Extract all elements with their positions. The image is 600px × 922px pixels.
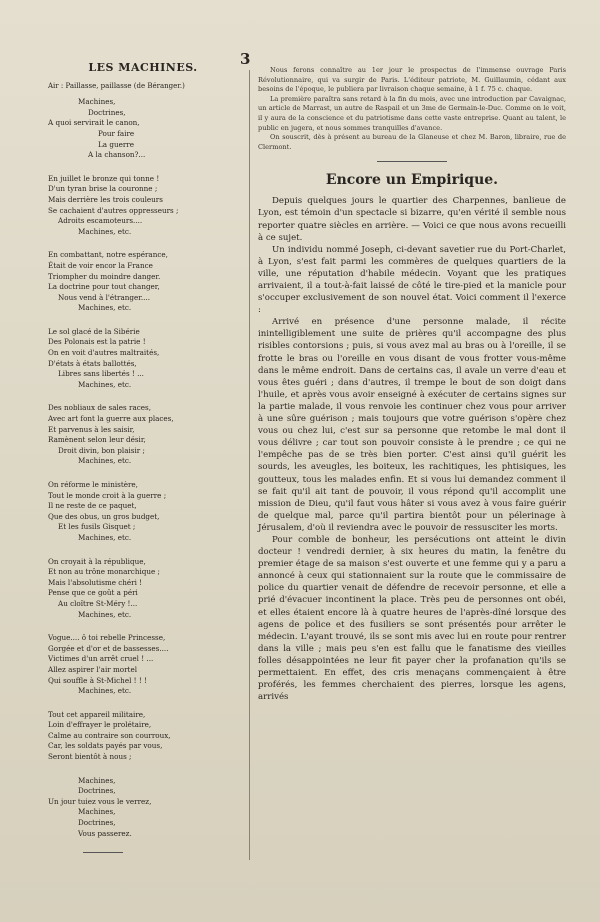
- article-paragraph: Depuis quelques jours le quartier des Charpennes, banlieue de Lyon, est témoin d'un spectacle si bizarre, qu'en vérité il semble nous reporter quatre siècles en arrière. — Voici ce que nous avons recueilli à ce sujet.: [258, 196, 566, 243]
- poem-line: Doctrines,: [78, 818, 116, 828]
- article-paragraph: Un individu nommé Joseph, ci-devant savetier rue du Port-Charlet, à Lyon, s'est fait parmi les commères de quelques quartiers de la ville, une réputation d'habile médecin. Voyant que les pratiques arrivaient, il a tout-à-fait laissé de côté le tire-pied et la manicle pour s'occuper exclusivement de son nouvel état. Voici comment il l'exerce :: [258, 244, 566, 316]
- poem-stanza: [48, 557, 238, 621]
- article-title: Encore un Empirique.: [325, 172, 499, 189]
- poem-stanza: [48, 327, 238, 391]
- article-paragraph: Arrivé en présence d'une personne malade, il récite inintelligiblement une suite de prières qu'il accompagne des plus risibles contorsions ; puis, si vous avez mal au bras ou à l'oreille, il se frotte le bras ou l'oreille en vous disant de vous frotter vous-même dans le même endroit. Dans de certains cas, il avale un verre d'eau et vous êtes guéri ; dans d'autres, il trempe le bout de son doigt dans l'huile, et après vous avoir enseigné à exécuter de certains signes sur la partie malade, il vous renvoie les continuer chez vous pour arriver à une sûre guérison ; mais toujours que votre guérison s'opère chez vous ou chez lui, c'est sur sa personne que retombe le mal dont il vous délivre ; car tout son pouvoir consiste à le prendre ; ce qui ne l'empêche pas de se très bien porter. C'est ainsi qu'il guérit les sourds, les aveugles, les boiteux, les rachitiques, les phtisiques, les goutteux, tous les malades enfin. Et si vous lui demandez comment il se fait qu'il ait tant de pouvoir, il vous répond qu'il accomplit une mission de Dieu, qu'il faut vous hâter si vous avez à vous faire guérir de quelque mal, parce qu'il partira bientôt pour un pélerinage à Jérusalem, d'où il reviendra avec le pouvoir de ressusciter les morts.: [258, 317, 566, 533]
- poem-line: Vogue.... ô toi rebelle Princesse,: [48, 633, 166, 643]
- prose-column: [258, 66, 566, 703]
- article-body: [258, 195, 566, 703]
- section-rule: [377, 161, 447, 162]
- poem-line: Victimes d'un arrêt cruel ! ...: [48, 654, 154, 664]
- poem-line: Machines, etc.: [78, 379, 132, 389]
- announcement-paragraph: On souscrit, dès à présent au bureau de la Glaneuse et chez M. Baron, libraire, rue de Clermont.: [258, 133, 566, 151]
- poem-line: Nous vend à l'étranger....: [58, 292, 151, 302]
- poem-title: LES MACHINES.: [88, 61, 198, 74]
- poem-column: [48, 60, 238, 853]
- poem-line: Mais derrière les trois couleurs: [48, 194, 163, 204]
- poem-line: Un jour tuiez vous le verrez,: [48, 796, 152, 806]
- poem-line: Que des obus, un gros budget,: [48, 511, 160, 521]
- poem-line: En combattant, notre espérance,: [48, 250, 168, 260]
- poem-line: D'états à états ballottés,: [48, 358, 137, 368]
- poem-end-rule: [83, 852, 123, 853]
- poem-line: A quoi servirait le canon,: [48, 118, 140, 128]
- poem-line: Machines,: [78, 97, 116, 107]
- poem-line: Était de voir encor la France: [48, 260, 153, 270]
- poem-line: Machines, etc.: [78, 609, 132, 619]
- poem-line: Des nobliaux de sales races,: [48, 403, 152, 413]
- column-divider: [249, 70, 250, 860]
- article-paragraph: Pour comble de bonheur, les persécutions ont atteint le divin docteur ! vendredi dernier, à six heures du matin, la fenêtre du premier étage de sa maison s'est ouverte et une femme qui y a paru a annoncé à ceux qui stationnaient sur la route que le commissaire de police du quartier venait de défendre de recevoir personne, et elle a prié d'évacuer incontinent la place. Très peu de personnes ont obéi, et elles étaient encore là à quatre heures de l'après-dîné lorsque des agens de police et des fusiliers se sont présentés pour arrêter le médecin. L'ayant trouvé, ils se sont mis avec lui en route pour rentrer dans la ville ; mais peu s'en est fallu que le fanatisme des vieilles folles désappointées ne leur fit payer cher la profanation qu'ils se permettaient. En effet, des cris menaçans commençaient à être proférés, les femmes cherchaient des pierres, lorsque les agens, arrivés: [258, 534, 566, 703]
- poem-line: Au cloître St-Méry !...: [58, 598, 138, 608]
- poem-line: On réforme le ministère,: [48, 480, 138, 489]
- poem-line: D'un tyran brise la couronne ;: [48, 184, 158, 194]
- poem-line: Des Polonais est la patrie !: [48, 337, 146, 347]
- poem-line: Et les fusils Gisquet ;: [58, 522, 136, 532]
- announcement: [258, 66, 566, 152]
- poem-line: Car, les soldats payés par vous,: [48, 741, 163, 751]
- announcement-paragraph: La première paraîtra sans retard à la fin du mois, avec une introduction par Cavaignac, un article de Marrast, un autre de Raspail et un 3me de Germain-le-Duc. Comme on le voit, il y aura de la conscience et du patriotisme dans cette vaste entreprise. Quant au talent, le public en jugera, et nous sommes tranquilles d'avance.: [258, 94, 566, 132]
- poem-line: Adroits escamoteurs....: [58, 216, 143, 226]
- poem-line: Et non au trône monarchique ;: [48, 567, 160, 577]
- poem-stanzas: [48, 97, 238, 839]
- poem-line: Tout cet appareil militaire,: [48, 709, 146, 719]
- poem-line: Doctrines,: [78, 786, 116, 796]
- poem-line: Pour faire: [98, 128, 135, 138]
- poem-line: Machines,: [78, 775, 116, 785]
- poem-line: Seront bientôt à nous ;: [48, 752, 132, 762]
- poem-stanza: [48, 403, 238, 467]
- poem-line: Machines, etc.: [78, 226, 132, 236]
- poem-stanza: [48, 710, 238, 763]
- poem-line: Calme au contraire son courroux,: [48, 730, 171, 740]
- poem-line: Il ne reste de ce paquet,: [48, 501, 137, 511]
- poem-stanza: [48, 633, 238, 697]
- poem-line: La doctrine pour tout changer,: [48, 282, 160, 292]
- poem-line: La guerre: [98, 139, 134, 149]
- poem-line: Ramènent selon leur désir,: [48, 435, 146, 445]
- poem-line: Allez aspirer l'air mortel: [48, 664, 137, 674]
- poem-line: On en voit d'autres maltraités,: [48, 348, 160, 358]
- poem-line: Gorgée et d'or et de bassesses....: [48, 643, 169, 653]
- poem-stanza: [48, 776, 238, 840]
- poem-line: Machines, etc.: [78, 686, 132, 696]
- poem-line: Machines,: [78, 807, 116, 817]
- poem-line: Et parvenus à les saisir,: [48, 424, 135, 434]
- poem-line: Avec art font la guerre aux places,: [48, 414, 174, 424]
- poem-line: Le sol glacé de la Sibérie: [48, 326, 140, 336]
- poem-line: En juillet le bronze qui tonne !: [48, 173, 160, 183]
- poem-line: A la chanson?...: [88, 150, 146, 160]
- poem-line: Triompher du moindre danger.: [48, 271, 161, 281]
- announcement-paragraph: Nous ferons connaître au 1er jour le prospectus de l'immense ouvrage Paris Révolutionnaire, qui va surgir de Paris. L'éditeur patriote, M. Guillaumin, cédant aux besoins de l'époque, le publiera par livraison chaque semaine, à 1 f. 75 c. chaque.: [258, 66, 566, 94]
- poem-line: Tout le monde croit à la guerre ;: [48, 490, 167, 500]
- poem-stanza: [48, 97, 238, 161]
- poem-line: On croyait à la république,: [48, 556, 146, 566]
- poem-line: Loin d'effrayer le prolétaire,: [48, 720, 152, 730]
- poem-line: Machines, etc.: [78, 303, 132, 313]
- poem-line: Doctrines,: [88, 107, 126, 117]
- poem-line: Machines, etc.: [78, 456, 132, 466]
- poem-stanza: [48, 250, 238, 314]
- poem-line: Qui souffle à St-Michel ! ! !: [48, 675, 147, 685]
- poem-line: Vous passerez.: [78, 828, 132, 838]
- page-number: 3: [240, 50, 251, 68]
- poem-line: Droit divin, bon plaisir ;: [58, 445, 145, 455]
- poem-line: Machines, etc.: [78, 532, 132, 542]
- poem-line: Libres sans libertés ! ...: [58, 369, 144, 379]
- poem-stanza: [48, 174, 238, 238]
- poem-air: Air : Paillasse, paillasse (de Béranger.): [48, 81, 185, 90]
- poem-line: Se cachaient d'autres oppresseurs ;: [48, 205, 179, 215]
- poem-stanza: [48, 480, 238, 544]
- poem-line: Pense que ce goût a péri: [48, 588, 138, 598]
- poem-line: Mais l'absolutisme chéri !: [48, 577, 143, 587]
